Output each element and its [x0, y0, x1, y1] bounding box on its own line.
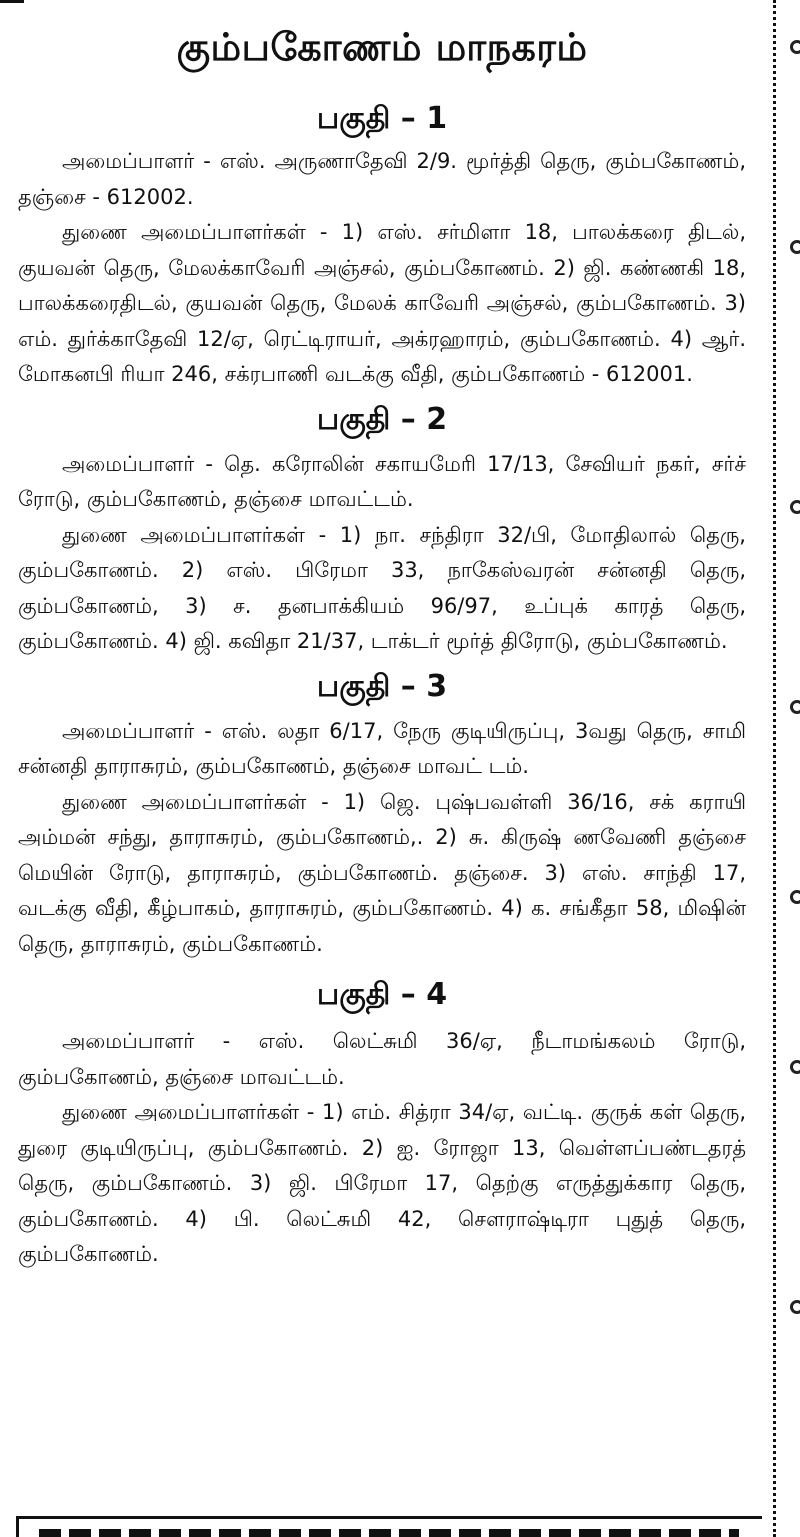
- section-heading-1: பகுதி – 1: [316, 101, 448, 136]
- section-3-deputy-organizers: துணை அமைப்பாளர்கள் - 1) ஜெ. புஷ்பவள்ளி 36/16, சக் கராயி அம்மன் சந்து, தாராசுரம், கும்பகோணம்,. 2) சு. கிருஷ் ணவேணி தஞ்சை மெயின் ரோடு, தாராசுரம், கும்பகோணம். தஞ்சை. 3) எஸ். சாந்தி 17, வடக்கு வீதி, கீழ்பாகம், தாராசுரம், கும்பகோணம். 4) க. சங்கீதா 58, மிஷின் தெரு, தாராசுரம், கும்பகோணம்.: [18, 789, 746, 956]
- section-3-organizer: அமைப்பாளர் - எஸ். லதா 6/17, நேரு குடியிருப்பு, 3வது தெரு, சாமி சன்னதி தாராசுரம், கும்பகோணம், தஞ்சை மாவட் டம்.: [18, 718, 746, 778]
- adjacent-column-fragment: [790, 1060, 800, 1074]
- section-heading-3: பகுதி – 3: [316, 668, 448, 704]
- adjacent-column-fragment: [790, 240, 800, 254]
- next-article-heading-box: [16, 1516, 762, 1537]
- article-title: கும்பகோணம் மாநகரம்: [176, 25, 588, 69]
- section-4-organizer: அமைப்பாளர் - எஸ். லெட்சுமி 36/ஏ, நீடாமங்கலம் ரோடு, கும்பகோணம், தஞ்சை மாவட்டம்.: [18, 1029, 746, 1089]
- section-1-organizer: அமைப்பாளர் - எஸ். அருணாதேவி 2/9. மூர்த்தி தெரு, கும்பகோணம், தஞ்சை - 612002.: [18, 149, 746, 209]
- adjacent-column-fragment: [790, 40, 800, 54]
- column-divider-dotted: [773, 0, 776, 1537]
- section-heading-2: பகுதி – 2: [316, 401, 448, 437]
- adjacent-column-fragment: [790, 700, 800, 714]
- cut-off-heading-ink: [39, 1529, 739, 1537]
- section-1-deputy-organizers: துணை அமைப்பாளர்கள் - 1) எஸ். சர்மிளா 18, பாலக்கரை திடல், குயவன் தெரு, மேலக்காவேரி அஞ்சல், கும்பகோணம். 2) ஜி. கண்ணகி 18, பாலக்கரைதிடல், குயவன் தெரு, மேலக் காவேரி அஞ்சல், கும்பகோணம். 3) எம். துர்க்காதேவி 12/ஏ, ரெட்டிராயர், அக்ரஹாரம், கும்பகோணம். 4) ஆர். மோகனபி ரியா 246, சக்ரபாணி வடக்கு வீதி, கும்பகோணம் - 612001.: [18, 220, 746, 386]
- section-heading-4: பகுதி – 4: [316, 977, 448, 1012]
- section-4-deputy-organizers: துணை அமைப்பாளர்கள் - 1) எம். சித்ரா 34/ஏ, வட்டி. குருக் கள் தெரு, துரை குடியிருப்பு, கும்பகோணம். 2) ஐ. ரோஜா 13, வெள்ளப்பண்டதரத் தெரு, கும்பகோணம். 3) ஜி. பிரேமா 17, தெற்கு எருத்துக்கார தெரு, கும்பகோணம். 4) பி. லெட்சுமி 42, சௌராஷ்டிரா புதுத் தெரு, கும்பகோணம்.: [18, 1100, 746, 1266]
- section-2-deputy-organizers: துணை அமைப்பாளர்கள் - 1) நா. சந்திரா 32/பி, மோதிலால் தெரு, கும்பகோணம். 2) எஸ். பிரேமா 33, நாகேஸ்வரன் சன்னதி தெரு, கும்பகோணம், 3) ச. தனபாக்கியம் 96/97, உப்புக் காரத் தெரு, கும்பகோணம். 4) ஜி. கவிதா 21/37, டாக்டர் மூர்த் திரோடு, கும்பகோணம்.: [18, 522, 746, 653]
- section-2-organizer: அமைப்பாளர் - தெ. கரோலின் சகாயமேரி 17/13, சேவியர் நகர், சர்ச் ரோடு, கும்பகோணம், தஞ்சை மாவட்டம்.: [18, 451, 746, 511]
- adjacent-column-fragment: [790, 1300, 800, 1314]
- corner-rule: [0, 0, 24, 3]
- adjacent-column-fragment: [790, 500, 800, 514]
- adjacent-column-fragment: [790, 890, 800, 904]
